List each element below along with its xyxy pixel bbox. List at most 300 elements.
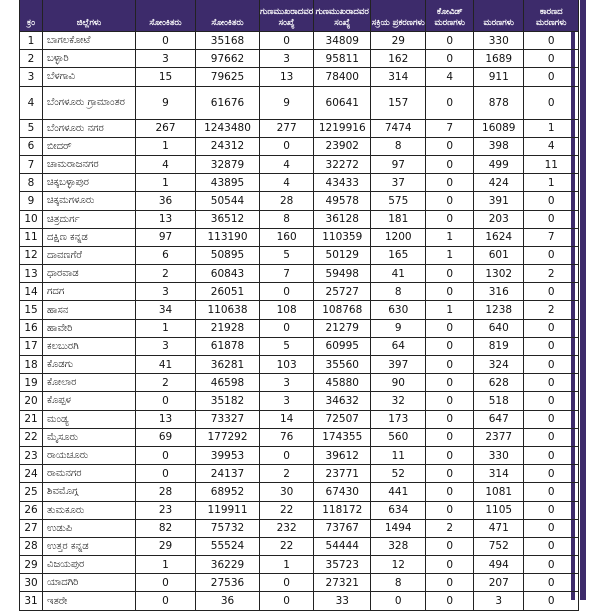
value-cell: 4 <box>260 174 314 192</box>
district-name-cell: ವಿಜಯಪುರ <box>43 556 136 574</box>
value-cell: 330 <box>474 446 524 464</box>
table-row <box>20 246 579 264</box>
district-name-cell: ಚಿಕ್ಕಮಗಳೂರು <box>43 192 136 210</box>
value-cell: 54444 <box>314 537 371 555</box>
value-cell: 34632 <box>314 392 371 410</box>
value-cell: 5 <box>260 246 314 264</box>
district-name-cell: ಶಿವಮೊಗ್ಗ <box>43 483 136 501</box>
value-cell: 0 <box>426 155 474 173</box>
value-cell: 0 <box>136 32 196 50</box>
value-cell: 61676 <box>196 86 260 119</box>
value-cell: 14 <box>260 410 314 428</box>
value-cell: 4 <box>260 155 314 173</box>
district-name-cell: ಮೈಸೂರು <box>43 428 136 446</box>
value-cell: 398 <box>474 137 524 155</box>
row-number-cell: 18 <box>20 356 43 374</box>
value-cell: 4 <box>524 137 579 155</box>
value-cell: 0 <box>371 592 426 610</box>
table-row <box>20 392 579 410</box>
value-cell: 162 <box>371 50 426 68</box>
district-name-cell: ಚಿತ್ರದುರ್ಗ <box>43 210 136 228</box>
value-cell: 90 <box>371 374 426 392</box>
value-cell: 3 <box>136 50 196 68</box>
value-cell: 0 <box>524 210 579 228</box>
value-cell: 0 <box>426 50 474 68</box>
value-cell: 0 <box>426 465 474 483</box>
table-row <box>20 68 579 86</box>
value-cell: 36 <box>136 192 196 210</box>
value-cell: 4 <box>136 155 196 173</box>
value-cell: 33 <box>314 592 371 610</box>
value-cell: 64 <box>371 337 426 355</box>
right-border-bar-outer <box>580 0 586 600</box>
value-cell: 7474 <box>371 119 426 137</box>
value-cell: 0 <box>136 592 196 610</box>
value-cell: 12 <box>371 556 426 574</box>
value-cell: 9 <box>260 86 314 119</box>
value-cell: 0 <box>524 337 579 355</box>
value-cell: 328 <box>371 537 426 555</box>
value-cell: 32272 <box>314 155 371 173</box>
value-cell: 13 <box>136 410 196 428</box>
row-number-cell: 28 <box>20 537 43 555</box>
district-name-cell: ಕಲಬುರಗಿ <box>43 337 136 355</box>
row-number-cell: 15 <box>20 301 43 319</box>
value-cell: 397 <box>371 356 426 374</box>
value-cell: 0 <box>426 210 474 228</box>
row-number-cell: 11 <box>20 228 43 246</box>
value-cell: 103 <box>260 356 314 374</box>
value-cell: 3 <box>474 592 524 610</box>
value-cell: 1 <box>524 119 579 137</box>
value-cell: 13 <box>260 68 314 86</box>
value-cell: 26051 <box>196 283 260 301</box>
value-cell: 36 <box>196 592 260 610</box>
value-cell: 1 <box>260 556 314 574</box>
value-cell: 41 <box>371 265 426 283</box>
value-cell: 50544 <box>196 192 260 210</box>
row-number-cell: 30 <box>20 574 43 592</box>
header-cell: ಕೋವಿಡ್ ಮರಣಗಳು <box>426 0 474 32</box>
value-cell: 0 <box>260 592 314 610</box>
value-cell: 97 <box>371 155 426 173</box>
value-cell: 73767 <box>314 519 371 537</box>
value-cell: 72507 <box>314 410 371 428</box>
value-cell: 0 <box>260 32 314 50</box>
value-cell: 21279 <box>314 319 371 337</box>
table-row <box>20 137 579 155</box>
value-cell: 1243480 <box>196 119 260 137</box>
table-row <box>20 537 579 555</box>
district-name-cell: ಬೆಳಗಾವಿ <box>43 68 136 86</box>
value-cell: 36229 <box>196 556 260 574</box>
row-number-cell: 7 <box>20 155 43 173</box>
value-cell: 0 <box>426 174 474 192</box>
value-cell: 0 <box>136 392 196 410</box>
district-name-cell: ಬೀದರ್ <box>43 137 136 155</box>
table-row <box>20 32 579 50</box>
value-cell: 160 <box>260 228 314 246</box>
value-cell: 73327 <box>196 410 260 428</box>
value-cell: 0 <box>426 556 474 574</box>
district-name-cell: ಚಿಕ್ಕಬಳ್ಳಾಪುರ <box>43 174 136 192</box>
row-number-cell: 1 <box>20 32 43 50</box>
header-cell: ಸೋಂಕಿತರು <box>136 0 196 32</box>
row-number-cell: 2 <box>20 50 43 68</box>
district-name-cell: ತುಮಕೂರು <box>43 501 136 519</box>
value-cell: 36512 <box>196 210 260 228</box>
value-cell: 316 <box>474 283 524 301</box>
table-row <box>20 86 579 119</box>
value-cell: 1494 <box>371 519 426 537</box>
value-cell: 8 <box>371 137 426 155</box>
value-cell: 0 <box>426 537 474 555</box>
table-row <box>20 574 579 592</box>
table-row <box>20 592 579 610</box>
value-cell: 32879 <box>196 155 260 173</box>
value-cell: 3 <box>260 392 314 410</box>
row-number-cell: 26 <box>20 501 43 519</box>
value-cell: 23 <box>136 501 196 519</box>
value-cell: 314 <box>474 465 524 483</box>
district-name-cell: ಬಳ್ಳಾರಿ <box>43 50 136 68</box>
value-cell: 330 <box>474 32 524 50</box>
value-cell: 1219916 <box>314 119 371 137</box>
value-cell: 0 <box>426 283 474 301</box>
value-cell: 49578 <box>314 192 371 210</box>
value-cell: 2 <box>524 301 579 319</box>
value-cell: 43895 <box>196 174 260 192</box>
value-cell: 50895 <box>196 246 260 264</box>
value-cell: 0 <box>260 574 314 592</box>
value-cell: 59498 <box>314 265 371 283</box>
table-row <box>20 356 579 374</box>
value-cell: 39953 <box>196 446 260 464</box>
district-name-cell: ದಕ್ಷಿಣ ಕನ್ನಡ <box>43 228 136 246</box>
value-cell: 22 <box>260 537 314 555</box>
value-cell: 22 <box>260 501 314 519</box>
value-cell: 177292 <box>196 428 260 446</box>
district-name-cell: ಹಾಸನ <box>43 301 136 319</box>
value-cell: 25727 <box>314 283 371 301</box>
value-cell: 45880 <box>314 374 371 392</box>
value-cell: 0 <box>426 501 474 519</box>
header-cell: ಸೋಂಕಿತರು <box>196 0 260 32</box>
value-cell: 1 <box>426 228 474 246</box>
value-cell: 314 <box>371 68 426 86</box>
value-cell: 324 <box>474 356 524 374</box>
district-name-cell: ಯಾದಗಿರಿ <box>43 574 136 592</box>
value-cell: 3 <box>260 50 314 68</box>
value-cell: 0 <box>260 137 314 155</box>
value-cell: 0 <box>260 446 314 464</box>
value-cell: 108768 <box>314 301 371 319</box>
row-number-cell: 9 <box>20 192 43 210</box>
header-cell: ಜಿಲ್ಲೆಗಳು <box>43 0 136 32</box>
value-cell: 518 <box>474 392 524 410</box>
value-cell: 0 <box>426 483 474 501</box>
table-row <box>20 155 579 173</box>
value-cell: 60995 <box>314 337 371 355</box>
row-number-cell: 14 <box>20 283 43 301</box>
value-cell: 35560 <box>314 356 371 374</box>
table-row <box>20 446 579 464</box>
value-cell: 0 <box>524 192 579 210</box>
row-number-cell: 31 <box>20 592 43 610</box>
value-cell: 118172 <box>314 501 371 519</box>
value-cell: 1 <box>524 174 579 192</box>
value-cell: 0 <box>524 537 579 555</box>
value-cell: 1 <box>426 301 474 319</box>
value-cell: 69 <box>136 428 196 446</box>
value-cell: 0 <box>524 50 579 68</box>
district-name-cell: ರಾಮನಗರ <box>43 465 136 483</box>
value-cell: 50129 <box>314 246 371 264</box>
value-cell: 23771 <box>314 465 371 483</box>
value-cell: 11 <box>371 446 426 464</box>
value-cell: 5 <box>260 337 314 355</box>
value-cell: 0 <box>426 32 474 50</box>
value-cell: 575 <box>371 192 426 210</box>
value-cell: 113190 <box>196 228 260 246</box>
value-cell: 28 <box>260 192 314 210</box>
value-cell: 7 <box>260 265 314 283</box>
value-cell: 752 <box>474 537 524 555</box>
value-cell: 1200 <box>371 228 426 246</box>
value-cell: 174355 <box>314 428 371 446</box>
value-cell: 108 <box>260 301 314 319</box>
value-cell: 2 <box>136 374 196 392</box>
value-cell: 2 <box>136 265 196 283</box>
district-name-cell: ಚಾಮರಾಜನಗರ <box>43 155 136 173</box>
row-number-cell: 8 <box>20 174 43 192</box>
value-cell: 0 <box>524 410 579 428</box>
value-cell: 79625 <box>196 68 260 86</box>
header-cell: ಗುಣಮುಖರಾದವರ ಸಂಖ್ಯೆ <box>260 0 314 32</box>
value-cell: 391 <box>474 192 524 210</box>
header-cell: ಕಾರಣದ ಮರಣಗಳು <box>524 0 579 32</box>
value-cell: 39612 <box>314 446 371 464</box>
table-row <box>20 283 579 301</box>
district-name-cell: ಕೊಡಗು <box>43 356 136 374</box>
value-cell: 34809 <box>314 32 371 50</box>
value-cell: 16089 <box>474 119 524 137</box>
value-cell: 3 <box>136 283 196 301</box>
value-cell: 0 <box>426 428 474 446</box>
value-cell: 3 <box>136 337 196 355</box>
row-number-cell: 29 <box>20 556 43 574</box>
table-row <box>20 265 579 283</box>
value-cell: 0 <box>524 86 579 119</box>
district-name-cell: ಬೆಂಗಳೂರು ಗ್ರಾಮಾಂತರ <box>43 86 136 119</box>
row-number-cell: 23 <box>20 446 43 464</box>
value-cell: 7 <box>524 228 579 246</box>
value-cell: 499 <box>474 155 524 173</box>
value-cell: 9 <box>136 86 196 119</box>
value-cell: 6 <box>136 246 196 264</box>
value-cell: 203 <box>474 210 524 228</box>
value-cell: 0 <box>426 392 474 410</box>
value-cell: 640 <box>474 319 524 337</box>
value-cell: 0 <box>136 574 196 592</box>
value-cell: 11 <box>524 155 579 173</box>
value-cell: 0 <box>524 356 579 374</box>
district-name-cell: ಹಾವೇರಿ <box>43 319 136 337</box>
value-cell: 36281 <box>196 356 260 374</box>
value-cell: 1302 <box>474 265 524 283</box>
value-cell: 277 <box>260 119 314 137</box>
value-cell: 35182 <box>196 392 260 410</box>
header-cell: ಗುಣಮುಖರಾದವರ ಸಂಖ್ಯೆ <box>314 0 371 32</box>
value-cell: 4 <box>426 68 474 86</box>
value-cell: 494 <box>474 556 524 574</box>
district-name-cell: ಬೆಂಗಳೂರು ನಗರ <box>43 119 136 137</box>
value-cell: 601 <box>474 246 524 264</box>
value-cell: 21928 <box>196 319 260 337</box>
value-cell: 24137 <box>196 465 260 483</box>
value-cell: 68952 <box>196 483 260 501</box>
row-number-cell: 13 <box>20 265 43 283</box>
value-cell: 32 <box>371 392 426 410</box>
table-row <box>20 337 579 355</box>
value-cell: 0 <box>524 32 579 50</box>
value-cell: 0 <box>426 356 474 374</box>
district-name-cell: ಕೊಪ್ಪಳ <box>43 392 136 410</box>
value-cell: 441 <box>371 483 426 501</box>
value-cell: 119911 <box>196 501 260 519</box>
district-name-cell: ಉತ್ತರ ಕನ್ನಡ <box>43 537 136 555</box>
value-cell: 1 <box>136 137 196 155</box>
district-name-cell: ಮಂಡ್ಯ <box>43 410 136 428</box>
value-cell: 8 <box>371 574 426 592</box>
row-number-cell: 5 <box>20 119 43 137</box>
table-row <box>20 174 579 192</box>
table-row <box>20 428 579 446</box>
value-cell: 560 <box>371 428 426 446</box>
table-row <box>20 410 579 428</box>
value-cell: 97662 <box>196 50 260 68</box>
value-cell: 8 <box>371 283 426 301</box>
value-cell: 0 <box>426 410 474 428</box>
value-cell: 95811 <box>314 50 371 68</box>
value-cell: 78400 <box>314 68 371 86</box>
table-row <box>20 483 579 501</box>
value-cell: 634 <box>371 501 426 519</box>
value-cell: 28 <box>136 483 196 501</box>
table-row <box>20 119 579 137</box>
value-cell: 1081 <box>474 483 524 501</box>
value-cell: 207 <box>474 574 524 592</box>
value-cell: 0 <box>524 446 579 464</box>
row-number-cell: 20 <box>20 392 43 410</box>
value-cell: 110638 <box>196 301 260 319</box>
value-cell: 34 <box>136 301 196 319</box>
row-number-cell: 25 <box>20 483 43 501</box>
value-cell: 27321 <box>314 574 371 592</box>
value-cell: 0 <box>260 319 314 337</box>
value-cell: 878 <box>474 86 524 119</box>
value-cell: 0 <box>524 556 579 574</box>
table-body <box>20 32 579 611</box>
value-cell: 0 <box>136 465 196 483</box>
value-cell: 0 <box>524 465 579 483</box>
table-row <box>20 210 579 228</box>
value-cell: 43433 <box>314 174 371 192</box>
value-cell: 1 <box>136 319 196 337</box>
table-row <box>20 501 579 519</box>
district-name-cell: ರಾಯಚೂರು <box>43 446 136 464</box>
value-cell: 911 <box>474 68 524 86</box>
table-row <box>20 228 579 246</box>
value-cell: 0 <box>524 319 579 337</box>
value-cell: 75732 <box>196 519 260 537</box>
value-cell: 55524 <box>196 537 260 555</box>
value-cell: 76 <box>260 428 314 446</box>
value-cell: 2377 <box>474 428 524 446</box>
value-cell: 819 <box>474 337 524 355</box>
value-cell: 7 <box>426 119 474 137</box>
row-number-cell: 22 <box>20 428 43 446</box>
value-cell: 60641 <box>314 86 371 119</box>
value-cell: 0 <box>524 283 579 301</box>
value-cell: 0 <box>426 265 474 283</box>
value-cell: 0 <box>260 283 314 301</box>
value-cell: 0 <box>524 592 579 610</box>
table-header-row <box>20 0 579 32</box>
value-cell: 37 <box>371 174 426 192</box>
value-cell: 0 <box>426 592 474 610</box>
value-cell: 9 <box>371 319 426 337</box>
value-cell: 8 <box>260 210 314 228</box>
value-cell: 27536 <box>196 574 260 592</box>
table-row <box>20 556 579 574</box>
value-cell: 630 <box>371 301 426 319</box>
value-cell: 46598 <box>196 374 260 392</box>
value-cell: 0 <box>524 519 579 537</box>
value-cell: 267 <box>136 119 196 137</box>
value-cell: 30 <box>260 483 314 501</box>
value-cell: 3 <box>260 374 314 392</box>
value-cell: 1 <box>426 246 474 264</box>
district-name-cell: ಧಾರವಾಡ <box>43 265 136 283</box>
value-cell: 424 <box>474 174 524 192</box>
value-cell: 2 <box>524 265 579 283</box>
value-cell: 0 <box>426 319 474 337</box>
value-cell: 181 <box>371 210 426 228</box>
value-cell: 0 <box>426 137 474 155</box>
district-name-cell: ಇತರೇ <box>43 592 136 610</box>
district-name-cell: ಉಡುಪಿ <box>43 519 136 537</box>
value-cell: 2 <box>260 465 314 483</box>
table-row <box>20 319 579 337</box>
table-row <box>20 465 579 483</box>
row-number-cell: 17 <box>20 337 43 355</box>
value-cell: 0 <box>426 86 474 119</box>
table-row <box>20 192 579 210</box>
row-number-cell: 16 <box>20 319 43 337</box>
value-cell: 0 <box>524 428 579 446</box>
district-name-cell: ಬಾಗಲಕೋಟೆ <box>43 32 136 50</box>
header-cell: ಮರಣಗಳು <box>474 0 524 32</box>
value-cell: 1 <box>136 556 196 574</box>
value-cell: 41 <box>136 356 196 374</box>
district-name-cell: ಗದಗ <box>43 283 136 301</box>
value-cell: 628 <box>474 374 524 392</box>
row-number-cell: 27 <box>20 519 43 537</box>
value-cell: 60843 <box>196 265 260 283</box>
district-name-cell: ದಾವಣಗೆರೆ <box>43 246 136 264</box>
value-cell: 173 <box>371 410 426 428</box>
